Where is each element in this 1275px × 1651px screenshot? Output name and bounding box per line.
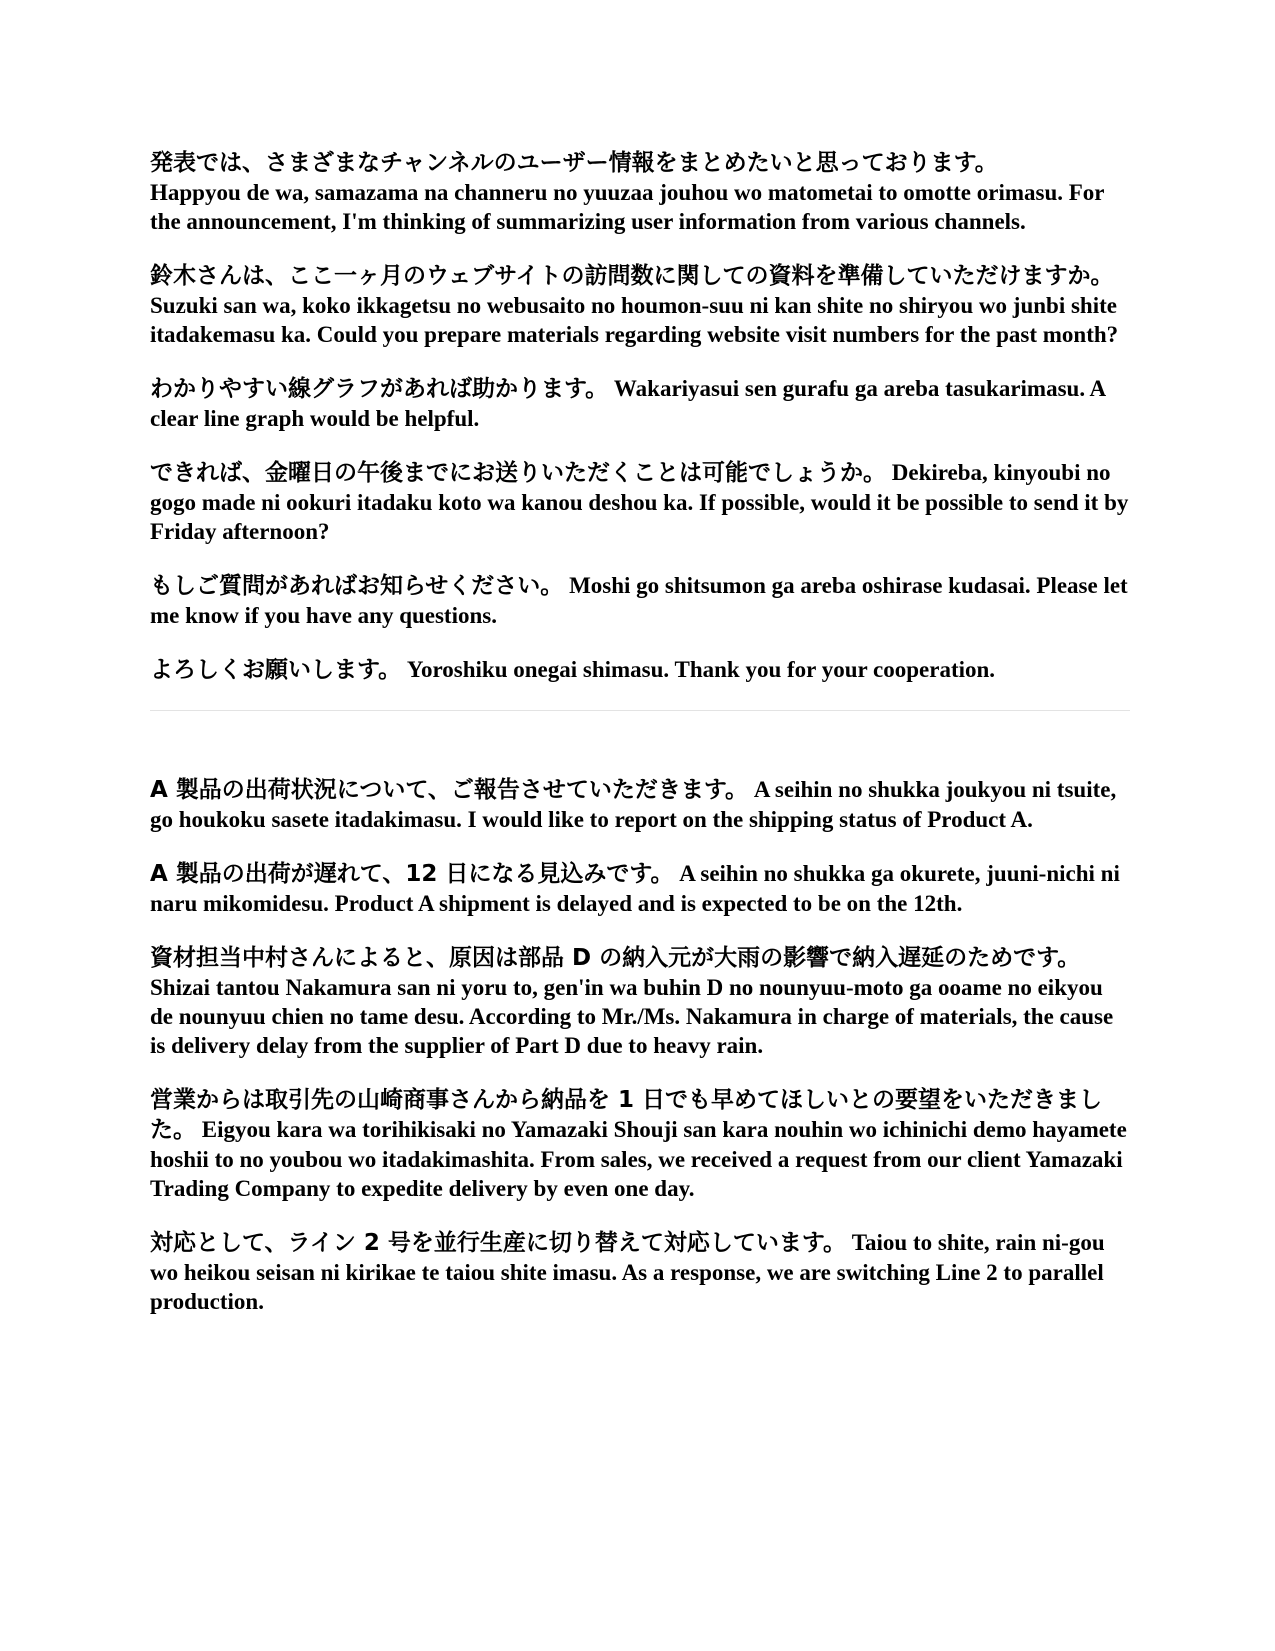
paragraph bbox=[150, 458, 1130, 546]
japanese-text: よろしくお願いします。 bbox=[150, 657, 402, 683]
japanese-text: A 製品の出荷状況について、ご報告させていただきます。 bbox=[150, 777, 749, 803]
japanese-text: もしご質問があればお知らせください。 bbox=[150, 573, 564, 599]
romaji-translation: A seihin no shukka ga okurete, juuni-nichi ni naru mikomidesu. Product A shipment is delayed and is expected to be on the 12th. bbox=[150, 861, 1120, 916]
paragraph bbox=[150, 943, 1130, 1060]
romaji-translation: Yoroshiku onegai shimasu. Thank you for your cooperation. bbox=[406, 657, 996, 682]
romaji-translation: Taiou to shite, rain ni-gou wo heikou seisan ni kirikae te taiou shite imasu. As a response, we are switching Line 2 to parallel production. bbox=[150, 1230, 1105, 1314]
paragraph bbox=[150, 1085, 1130, 1203]
romaji-translation: Happyou de wa, samazama na channeru no yuuzaa jouhou wo matometai to omotte orimasu. For the announcement, I'm thinking of summarizing user information from various channels. bbox=[150, 180, 1105, 234]
romaji-translation: A seihin no shukka joukyou ni tsuite, go houkoku sasete itadakimasu. I would like to report on the shipping status of Product A. bbox=[150, 777, 1117, 832]
romaji-translation: Eigyou kara wa torihikisaki no Yamazaki Shouji san kara nouhin wo ichinichi demo hayamete hoshii to no youbou wo itadakimashita. From sales, we received a request from our client Yamazaki Trading Company to expedite delivery by even one day. bbox=[150, 1117, 1127, 1201]
japanese-text: できれば、金曜日の午後までにお送りいただくことは可能でしょうか。 bbox=[150, 460, 886, 486]
japanese-text: わかりやすい線グラフがあれば助かります。 bbox=[150, 376, 609, 402]
document-page bbox=[150, 148, 1130, 1341]
romaji-translation: Suzuki san wa, koko ikkagetsu no webusaito no houmon-suu ni kan shite no shiryou wo junbi shite itadakemasu ka. Could you prepare materials regarding website visit numbers for the past month? bbox=[150, 293, 1119, 347]
paragraph bbox=[150, 261, 1130, 349]
japanese-text: 営業からは取引先の山崎商事さんから納品を 1 日でも早めてほしいとの要望をいただきました。 bbox=[150, 1087, 1103, 1143]
section-1 bbox=[150, 148, 1130, 685]
romaji-translation: Dekireba, kinyoubi no gogo made ni ookuri itadaku koto wa kanou deshou ka. If possible, would it be possible to send it by Friday afternoon? bbox=[150, 460, 1129, 544]
paragraph bbox=[150, 655, 1130, 685]
section-divider bbox=[150, 710, 1130, 711]
romaji-translation: Wakariyasui sen gurafu ga areba tasukarimasu. A clear line graph would be helpful. bbox=[150, 376, 1105, 431]
japanese-text: A 製品の出荷が遅れて、12 日になる見込みです。 bbox=[150, 861, 674, 887]
paragraph bbox=[150, 148, 1130, 236]
paragraph bbox=[150, 859, 1130, 918]
japanese-text: 対応として、ライン 2 号を並行生産に切り替えて対応しています。 bbox=[150, 1230, 847, 1256]
japanese-text: 発表では、さまざまなチャンネルのユーザー情報をまとめたいと思っております。 bbox=[150, 150, 998, 176]
paragraph bbox=[150, 571, 1130, 630]
paragraph bbox=[150, 775, 1130, 834]
paragraph bbox=[150, 1228, 1130, 1316]
romaji-translation: Shizai tantou Nakamura san ni yoru to, gen'in wa buhin D no nounyuu-moto ga ooame no eikyou de nounyuu chien no tame desu. According to Mr./Ms. Nakamura in charge of materials, the cause is delivery delay from the supplier of Part D due to heavy rain. bbox=[150, 975, 1114, 1058]
section-2 bbox=[150, 775, 1130, 1316]
japanese-text: 資材担当中村さんによると、原因は部品 D の納入元が大雨の影響で納入遅延のためです。 bbox=[150, 945, 1081, 971]
paragraph bbox=[150, 374, 1130, 433]
romaji-translation: Moshi go shitsumon ga areba oshirase kudasai. Please let me know if you have any questions. bbox=[150, 573, 1128, 628]
japanese-text: 鈴木さんは、ここ一ヶ月のウェブサイトの訪問数に関しての資料を準備していただけますか。 bbox=[150, 263, 1114, 289]
